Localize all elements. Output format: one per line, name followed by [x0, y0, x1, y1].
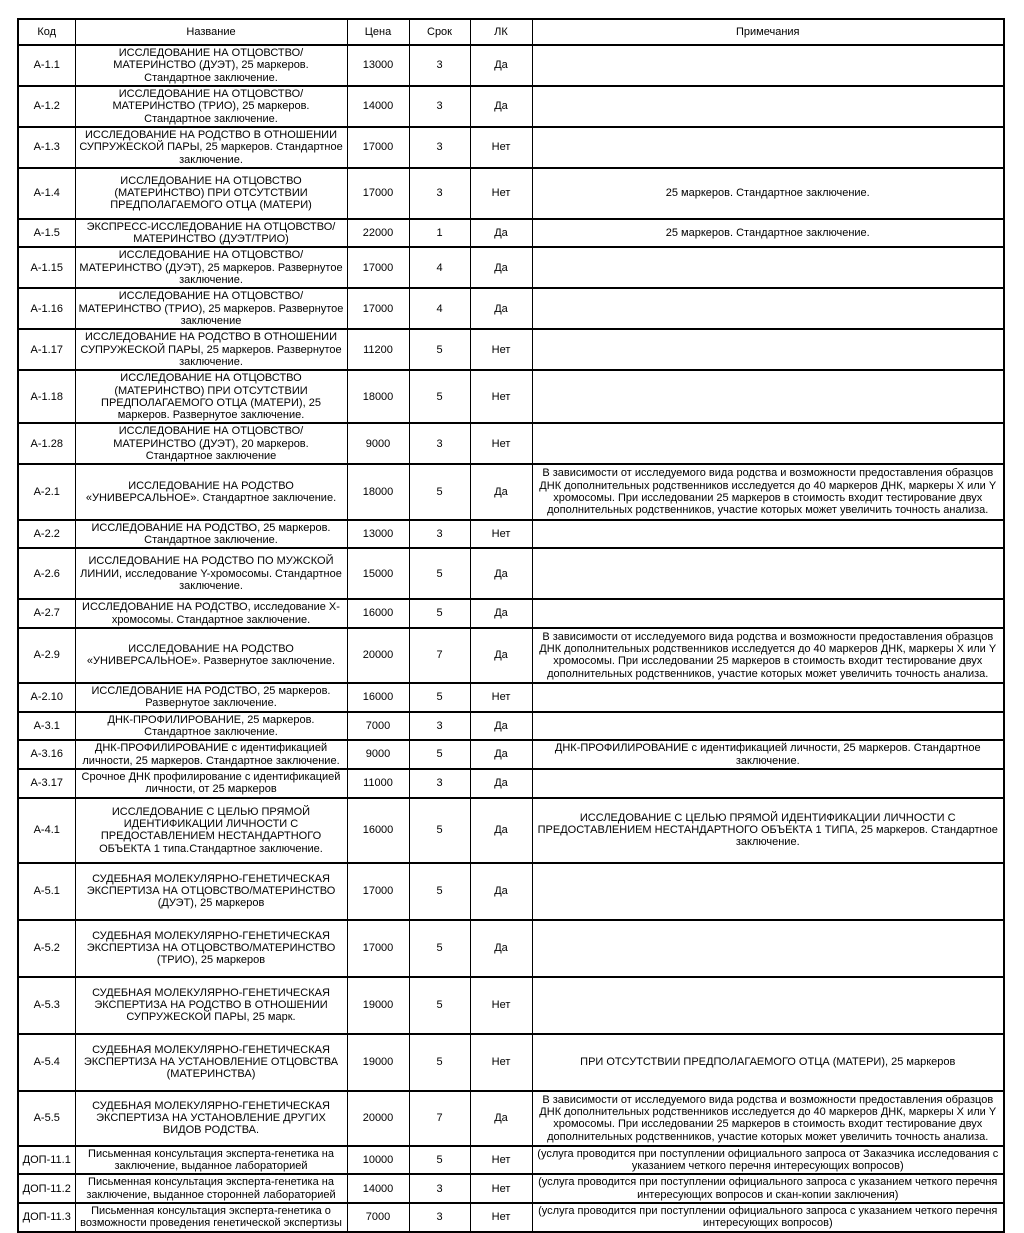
- cell-lk: Да: [470, 219, 532, 248]
- cell-price: 22000: [347, 219, 409, 248]
- cell-name: ИССЛЕДОВАНИЕ С ЦЕЛЬЮ ПРЯМОЙ ИДЕНТИФИКАЦИИ ЛИЧНОСТИ С ПРЕДОСТАВЛЕНИЕМ НЕСТАНДАРТНОГО ОБЪЕКТА 1 типа.Стандартное заключение.: [75, 798, 347, 863]
- cell-term: 5: [409, 1146, 470, 1175]
- cell-lk: Нет: [470, 423, 532, 464]
- cell-name: СУДЕБНАЯ МОЛЕКУЛЯРНО-ГЕНЕТИЧЕСКАЯ ЭКСПЕРТИЗА НА ОТЦОВСТВО/МАТЕРИНСТВО (ТРИО), 25 маркеров: [75, 920, 347, 977]
- table-row: [18, 1034, 1004, 1091]
- cell-price: 20000: [347, 1091, 409, 1146]
- table-row: [18, 247, 1004, 288]
- cell-term: 3: [409, 712, 470, 741]
- cell-term: 3: [409, 45, 470, 86]
- cell-code: А-3.16: [18, 740, 75, 769]
- table-row: [18, 288, 1004, 329]
- table-row: [18, 370, 1004, 423]
- cell-name: ИССЛЕДОВАНИЕ НА РОДСТВО, 25 маркеров. Стандартное заключение.: [75, 520, 347, 549]
- cell-code: А-5.5: [18, 1091, 75, 1146]
- cell-term: 4: [409, 288, 470, 329]
- cell-notes: [532, 45, 1004, 86]
- table-row: [18, 219, 1004, 248]
- cell-lk: Да: [470, 740, 532, 769]
- cell-term: 5: [409, 1034, 470, 1091]
- col-header-lk: ЛК: [470, 19, 532, 45]
- cell-lk: Да: [470, 863, 532, 920]
- cell-price: 13000: [347, 520, 409, 549]
- cell-price: 16000: [347, 683, 409, 712]
- cell-notes: [532, 127, 1004, 168]
- cell-code: А-1.2: [18, 86, 75, 127]
- cell-notes: [532, 520, 1004, 549]
- cell-name: ИССЛЕДОВАНИЕ НА РОДСТВО «УНИВЕРСАЛЬНОЕ». Развернутое заключение.: [75, 628, 347, 683]
- table-row: [18, 769, 1004, 798]
- table-row: [18, 977, 1004, 1034]
- cell-code: А-1.4: [18, 168, 75, 219]
- cell-notes: [532, 920, 1004, 977]
- cell-code: А-1.16: [18, 288, 75, 329]
- cell-notes: В зависимости от исследуемого вида родства и возможности предоставления образцов ДНК дополнительных родственников исследуется до 40 маркеров ДНК, маркеры Х или Y хромосомы. При исследовании 25 маркеров в стоимость входит тестирование двух дополнительных родственников, участие которых может увеличить точность анализа.: [532, 628, 1004, 683]
- cell-code: А-5.4: [18, 1034, 75, 1091]
- cell-name: ИССЛЕДОВАНИЕ НА ОТЦОВСТВО (МАТЕРИНСТВО) ПРИ ОТСУТСТВИИ ПРЕДПОЛАГАЕМОГО ОТЦА (МАТЕРИ), 25 маркеров. Развернутое заключение.: [75, 370, 347, 423]
- cell-notes: ПРИ ОТСУТСТВИИ ПРЕДПОЛАГАЕМОГО ОТЦА (МАТЕРИ), 25 маркеров: [532, 1034, 1004, 1091]
- cell-lk: Нет: [470, 520, 532, 549]
- cell-code: А-2.2: [18, 520, 75, 549]
- cell-name: ИССЛЕДОВАНИЕ НА РОДСТВО ПО МУЖСКОЙ ЛИНИИ, исследование Y-хромосомы. Стандартное заключение.: [75, 548, 347, 599]
- cell-notes: [532, 599, 1004, 628]
- cell-code: А-3.17: [18, 769, 75, 798]
- cell-notes: В зависимости от исследуемого вида родства и возможности предоставления образцов ДНК дополнительных родственников исследуется до 40 маркеров ДНК, маркеры Х или Y хромосомы. При исследовании 25 маркеров в стоимость входит тестирование двух дополнительных родственников, участие которых может увеличить точность анализа.: [532, 464, 1004, 519]
- cell-code: А-5.2: [18, 920, 75, 977]
- cell-lk: Нет: [470, 1174, 532, 1203]
- cell-term: 3: [409, 168, 470, 219]
- cell-price: 11000: [347, 769, 409, 798]
- cell-notes: (услуга проводится при поступлении официального запроса с указанием четкого перечня интересующих вопросов): [532, 1203, 1004, 1232]
- cell-code: А-2.9: [18, 628, 75, 683]
- cell-lk: Нет: [470, 127, 532, 168]
- cell-name: Письменная консультация эксперта-генетика на заключение, выданное лабораторией: [75, 1146, 347, 1175]
- cell-lk: Нет: [470, 1203, 532, 1232]
- cell-term: 5: [409, 740, 470, 769]
- cell-price: 11200: [347, 329, 409, 370]
- cell-price: 16000: [347, 798, 409, 863]
- cell-term: 3: [409, 86, 470, 127]
- cell-code: А-4.1: [18, 798, 75, 863]
- cell-name: ИССЛЕДОВАНИЕ НА ОТЦОВСТВО/МАТЕРИНСТВО (ДУЭТ), 25 маркеров. Стандартное заключение.: [75, 45, 347, 86]
- cell-lk: Да: [470, 628, 532, 683]
- cell-lk: Да: [470, 548, 532, 599]
- cell-code: ДОП-11.1: [18, 1146, 75, 1175]
- cell-notes: (услуга проводится при поступлении официального запроса от Заказчика исследования с указанием четкого перечня интересующих вопросов): [532, 1146, 1004, 1175]
- cell-price: 17000: [347, 127, 409, 168]
- cell-price: 19000: [347, 1034, 409, 1091]
- cell-term: 4: [409, 247, 470, 288]
- cell-name: ИССЛЕДОВАНИЕ НА ОТЦОВСТВО (МАТЕРИНСТВО) ПРИ ОТСУТСТВИИ ПРЕДПОЛАГАЕМОГО ОТЦА (МАТЕРИ): [75, 168, 347, 219]
- cell-price: 17000: [347, 168, 409, 219]
- cell-term: 5: [409, 977, 470, 1034]
- cell-lk: Да: [470, 769, 532, 798]
- cell-name: ИССЛЕДОВАНИЕ НА ОТЦОВСТВО/МАТЕРИНСТВО (ТРИО), 25 маркеров. Развернутое заключение: [75, 288, 347, 329]
- cell-notes: [532, 288, 1004, 329]
- table-row: [18, 740, 1004, 769]
- cell-code: А-2.7: [18, 599, 75, 628]
- cell-term: 5: [409, 599, 470, 628]
- table-row: [18, 683, 1004, 712]
- cell-notes: [532, 86, 1004, 127]
- cell-term: 1: [409, 219, 470, 248]
- cell-lk: Нет: [470, 168, 532, 219]
- col-header-term: Срок: [409, 19, 470, 45]
- cell-term: 5: [409, 863, 470, 920]
- cell-lk: Нет: [470, 329, 532, 370]
- table-row: [18, 464, 1004, 519]
- cell-name: СУДЕБНАЯ МОЛЕКУЛЯРНО-ГЕНЕТИЧЕСКАЯ ЭКСПЕРТИЗА НА ОТЦОВСТВО/МАТЕРИНСТВО (ДУЭТ), 25 маркеров: [75, 863, 347, 920]
- cell-name: СУДЕБНАЯ МОЛЕКУЛЯРНО-ГЕНЕТИЧЕСКАЯ ЭКСПЕРТИЗА НА РОДСТВО В ОТНОШЕНИИ СУПРУЖЕСКОЙ ПАРЫ, 25 марк.: [75, 977, 347, 1034]
- cell-term: 7: [409, 628, 470, 683]
- cell-term: 3: [409, 1203, 470, 1232]
- cell-name: ИССЛЕДОВАНИЕ НА ОТЦОВСТВО/МАТЕРИНСТВО (ДУЭТ), 20 маркеров. Стандартное заключение: [75, 423, 347, 464]
- cell-name: Письменная консультация эксперта-генетика о возможности проведения генетической экспертизы: [75, 1203, 347, 1232]
- cell-notes: ДНК-ПРОФИЛИРОВАНИЕ с идентификацией личности, 25 маркеров. Стандартное заключение.: [532, 740, 1004, 769]
- cell-name: Письменная консультация эксперта-генетика на заключение, выданное сторонней лабораторией: [75, 1174, 347, 1203]
- cell-notes: [532, 712, 1004, 741]
- cell-price: 17000: [347, 288, 409, 329]
- cell-code: А-1.3: [18, 127, 75, 168]
- cell-name: ДНК-ПРОФИЛИРОВАНИЕ с идентификацией личности, 25 маркеров. Стандартное заключение.: [75, 740, 347, 769]
- cell-code: ДОП-11.3: [18, 1203, 75, 1232]
- table-row: [18, 599, 1004, 628]
- cell-notes: [532, 247, 1004, 288]
- cell-notes: 25 маркеров. Стандартное заключение.: [532, 168, 1004, 219]
- cell-lk: Да: [470, 86, 532, 127]
- cell-notes: [532, 548, 1004, 599]
- cell-lk: Нет: [470, 683, 532, 712]
- cell-name: ИССЛЕДОВАНИЕ НА РОДСТВО В ОТНОШЕНИИ СУПРУЖЕСКОЙ ПАРЫ, 25 маркеров. Развернутое заключение.: [75, 329, 347, 370]
- cell-lk: Да: [470, 920, 532, 977]
- cell-code: А-5.3: [18, 977, 75, 1034]
- cell-code: А-2.10: [18, 683, 75, 712]
- col-header-code: Код: [18, 19, 75, 45]
- table-header-row: [18, 19, 1004, 45]
- cell-name: СУДЕБНАЯ МОЛЕКУЛЯРНО-ГЕНЕТИЧЕСКАЯ ЭКСПЕРТИЗА НА УСТАНОВЛЕНИЕ ОТЦОВСТВА (МАТЕРИНСТВА): [75, 1034, 347, 1091]
- col-header-name: Название: [75, 19, 347, 45]
- cell-price: 7000: [347, 712, 409, 741]
- cell-price: 19000: [347, 977, 409, 1034]
- cell-notes: [532, 329, 1004, 370]
- cell-notes: [532, 863, 1004, 920]
- table-row: [18, 1091, 1004, 1146]
- cell-term: 5: [409, 798, 470, 863]
- cell-lk: Да: [470, 1091, 532, 1146]
- cell-notes: [532, 769, 1004, 798]
- cell-code: А-5.1: [18, 863, 75, 920]
- cell-notes: [532, 423, 1004, 464]
- cell-notes: 25 маркеров. Стандартное заключение.: [532, 219, 1004, 248]
- table-row: [18, 548, 1004, 599]
- cell-lk: Да: [470, 247, 532, 288]
- cell-code: А-3.1: [18, 712, 75, 741]
- cell-code: А-2.6: [18, 548, 75, 599]
- cell-name: СУДЕБНАЯ МОЛЕКУЛЯРНО-ГЕНЕТИЧЕСКАЯ ЭКСПЕРТИЗА НА УСТАНОВЛЕНИЕ ДРУГИХ ВИДОВ РОДСТВА.: [75, 1091, 347, 1146]
- cell-code: А-1.18: [18, 370, 75, 423]
- cell-lk: Нет: [470, 1146, 532, 1175]
- table-row: [18, 1146, 1004, 1175]
- table-row: [18, 798, 1004, 863]
- cell-lk: Да: [470, 464, 532, 519]
- cell-name: ИССЛЕДОВАНИЕ НА ОТЦОВСТВО/МАТЕРИНСТВО (ДУЭТ), 25 маркеров. Развернутое заключение.: [75, 247, 347, 288]
- table-row: [18, 920, 1004, 977]
- cell-notes: (услуга проводится при поступлении официального запроса с указанием четкого перечня интересующих вопросов и скан-копии заключения): [532, 1174, 1004, 1203]
- cell-lk: Нет: [470, 1034, 532, 1091]
- cell-code: А-2.1: [18, 464, 75, 519]
- col-header-notes: Примечания: [532, 19, 1004, 45]
- cell-term: 3: [409, 127, 470, 168]
- cell-notes: [532, 683, 1004, 712]
- cell-price: 17000: [347, 920, 409, 977]
- cell-lk: Да: [470, 599, 532, 628]
- cell-term: 3: [409, 1174, 470, 1203]
- cell-lk: Да: [470, 712, 532, 741]
- col-header-price: Цена: [347, 19, 409, 45]
- cell-name: ДНК-ПРОФИЛИРОВАНИЕ, 25 маркеров. Стандартное заключение.: [75, 712, 347, 741]
- cell-price: 13000: [347, 45, 409, 86]
- cell-name: ИССЛЕДОВАНИЕ НА РОДСТВО, исследование Х-хромосомы. Стандартное заключение.: [75, 599, 347, 628]
- table-row: [18, 423, 1004, 464]
- cell-price: 16000: [347, 599, 409, 628]
- cell-lk: Да: [470, 45, 532, 86]
- cell-name: ЭКСПРЕСС-ИССЛЕДОВАНИЕ НА ОТЦОВСТВО/МАТЕРИНСТВО (ДУЭТ/ТРИО): [75, 219, 347, 248]
- cell-term: 3: [409, 769, 470, 798]
- cell-code: А-1.5: [18, 219, 75, 248]
- table-row: [18, 45, 1004, 86]
- cell-term: 5: [409, 548, 470, 599]
- cell-code: ДОП-11.2: [18, 1174, 75, 1203]
- cell-lk: Да: [470, 798, 532, 863]
- table-row: [18, 863, 1004, 920]
- table-row: [18, 712, 1004, 741]
- table-row: [18, 628, 1004, 683]
- cell-term: 5: [409, 370, 470, 423]
- cell-code: А-1.17: [18, 329, 75, 370]
- cell-price: 14000: [347, 1174, 409, 1203]
- cell-price: 14000: [347, 86, 409, 127]
- cell-name: ИССЛЕДОВАНИЕ НА ОТЦОВСТВО/МАТЕРИНСТВО (ТРИО), 25 маркеров. Стандартное заключение.: [75, 86, 347, 127]
- cell-code: А-1.28: [18, 423, 75, 464]
- cell-lk: Да: [470, 288, 532, 329]
- cell-term: 7: [409, 1091, 470, 1146]
- table-row: [18, 1174, 1004, 1203]
- cell-notes: [532, 977, 1004, 1034]
- cell-price: 18000: [347, 464, 409, 519]
- cell-name: ИССЛЕДОВАНИЕ НА РОДСТВО «УНИВЕРСАЛЬНОЕ». Стандартное заключение.: [75, 464, 347, 519]
- table-row: [18, 127, 1004, 168]
- cell-term: 3: [409, 423, 470, 464]
- cell-price: 15000: [347, 548, 409, 599]
- table-row: [18, 86, 1004, 127]
- cell-price: 17000: [347, 247, 409, 288]
- table-row: [18, 329, 1004, 370]
- cell-term: 3: [409, 520, 470, 549]
- cell-price: 20000: [347, 628, 409, 683]
- cell-notes: В зависимости от исследуемого вида родства и возможности предоставления образцов ДНК дополнительных родственников исследуется до 40 маркеров ДНК, маркеры Х или Y хромосомы. При исследовании 25 маркеров в стоимость входит тестирование двух дополнительных родственников, участие которых может увеличить точность анализа.: [532, 1091, 1004, 1146]
- cell-name: ИССЛЕДОВАНИЕ НА РОДСТВО, 25 маркеров. Развернутое заключение.: [75, 683, 347, 712]
- price-table: [17, 18, 1005, 1233]
- table-row: [18, 168, 1004, 219]
- table-row: [18, 1203, 1004, 1232]
- cell-price: 9000: [347, 740, 409, 769]
- cell-notes: ИССЛЕДОВАНИЕ С ЦЕЛЬЮ ПРЯМОЙ ИДЕНТИФИКАЦИИ ЛИЧНОСТИ С ПРЕДОСТАВЛЕНИЕМ НЕСТАНДАРТНОГО ОБЪЕКТА 1 ТИПА, 25 маркеров. Стандартное заключение.: [532, 798, 1004, 863]
- cell-name: Срочное ДНК профилирование с идентификацией личности, от 25 маркеров: [75, 769, 347, 798]
- cell-term: 5: [409, 464, 470, 519]
- cell-price: 17000: [347, 863, 409, 920]
- cell-lk: Нет: [470, 977, 532, 1034]
- cell-code: А-1.1: [18, 45, 75, 86]
- table-row: [18, 520, 1004, 549]
- cell-name: ИССЛЕДОВАНИЕ НА РОДСТВО В ОТНОШЕНИИ СУПРУЖЕСКОЙ ПАРЫ, 25 маркеров. Стандартное заключение.: [75, 127, 347, 168]
- cell-term: 5: [409, 920, 470, 977]
- cell-term: 5: [409, 329, 470, 370]
- cell-price: 18000: [347, 370, 409, 423]
- cell-price: 9000: [347, 423, 409, 464]
- cell-lk: Нет: [470, 370, 532, 423]
- cell-notes: [532, 370, 1004, 423]
- cell-term: 5: [409, 683, 470, 712]
- cell-price: 7000: [347, 1203, 409, 1232]
- cell-price: 10000: [347, 1146, 409, 1175]
- cell-code: А-1.15: [18, 247, 75, 288]
